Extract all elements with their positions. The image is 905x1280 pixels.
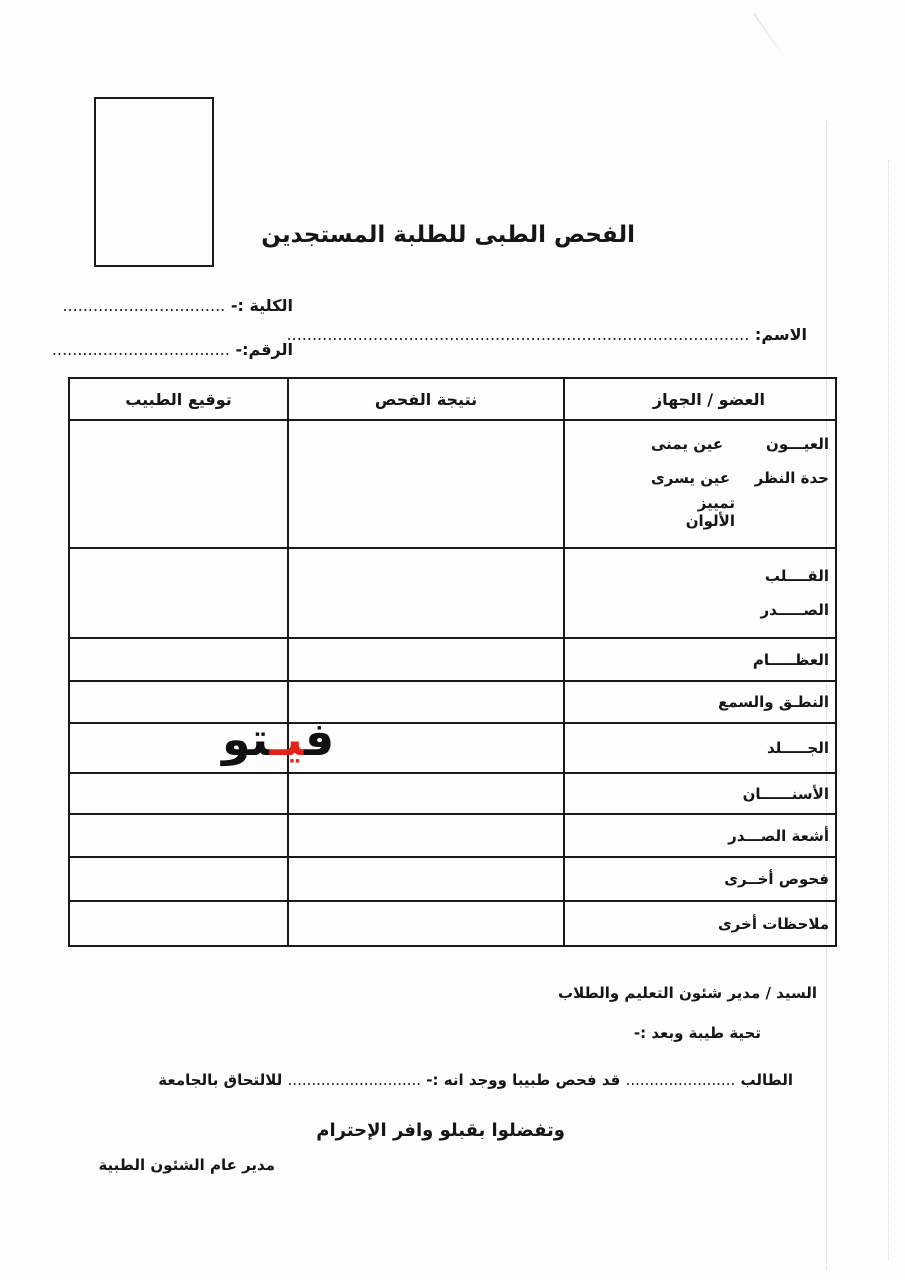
table-row-other-exams — [69, 857, 836, 901]
result-dots[interactable]: ............................ — [287, 1071, 422, 1089]
watermark-part3: تو — [222, 712, 270, 766]
table-row-bones — [69, 638, 836, 681]
result-cell-xray[interactable] — [288, 814, 564, 857]
organ-other-notes: ملاحظات أخرى — [564, 901, 836, 946]
signature-cell-other-exams[interactable] — [69, 857, 288, 901]
table-row-skin — [69, 723, 836, 773]
letter-signature: مدير عام الشئون الطبية — [98, 1156, 275, 1174]
student-label: الطالب — [740, 1071, 793, 1089]
college-label: الكلية :- — [230, 296, 293, 315]
exam-table — [68, 377, 837, 947]
header-organ: العضو / الجهاز — [564, 378, 836, 420]
organ-other-exams: فحوص أخــرى — [564, 857, 836, 901]
name-field[interactable] — [287, 325, 807, 344]
signature-cell-heart-chest[interactable] — [69, 548, 288, 638]
eyes-label: العيـــون — [766, 435, 829, 453]
table-row-speech — [69, 681, 836, 723]
header-result: نتيجة الفحص — [288, 378, 564, 420]
result-cell-other-notes[interactable] — [288, 901, 564, 946]
signature-cell-xray[interactable] — [69, 814, 288, 857]
left-eye-label: عين يسرى — [651, 469, 731, 487]
header-signature: توقيع الطبيب — [69, 378, 288, 420]
photo-box[interactable] — [94, 97, 214, 267]
letter-greeting: تحية طيبة وبعد :- — [633, 1024, 761, 1042]
scan-edge — [753, 13, 789, 63]
result-cell-other-exams[interactable] — [288, 857, 564, 901]
table-row-other-notes — [69, 901, 836, 946]
result-cell-heart-chest[interactable] — [288, 548, 564, 638]
letter-address: السيد / مدير شئون التعليم والطلاب — [558, 984, 817, 1002]
table-row-xray — [69, 814, 836, 857]
table-row-eyes — [69, 420, 836, 548]
college-dots[interactable]: ................................ — [62, 296, 226, 315]
organ-bones: العظـــــام — [564, 638, 836, 681]
college-field[interactable] — [63, 296, 294, 315]
acuity-label: حدة النظر — [754, 469, 829, 487]
organ-xray: أشعة الصـــدر — [564, 814, 836, 857]
organ-teeth: الأسنــــــان — [564, 773, 836, 814]
result-cell-bones[interactable] — [288, 638, 564, 681]
organ-eyes — [564, 420, 836, 548]
site-watermark-logo — [222, 712, 334, 766]
signature-cell-bones[interactable] — [69, 638, 288, 681]
color-vision-label: تمييز الألوان — [685, 494, 735, 530]
scan-artifact — [888, 160, 890, 1260]
signature-cell-eyes[interactable] — [69, 420, 288, 548]
form-title: الفحص الطبى للطلبة المستجدين — [261, 222, 635, 248]
result-cell-teeth[interactable] — [288, 773, 564, 814]
watermark-part2: يـ — [269, 712, 305, 766]
organ-heart-chest — [564, 548, 836, 638]
watermark-part1: ف — [304, 712, 335, 766]
name-dots[interactable]: ........................................................................................... — [286, 325, 750, 344]
organ-speech: النطـق والسمع — [564, 681, 836, 723]
right-eye-label: عين يمنى — [651, 435, 724, 453]
student-end: للالتحاق بالجامعة — [158, 1071, 283, 1089]
table-row-heart-chest — [69, 548, 836, 638]
signature-cell-teeth[interactable] — [69, 773, 288, 814]
letter-closing: وتفضلوا بقبلو وافر الإحترام — [316, 1120, 565, 1141]
table-row-teeth — [69, 773, 836, 814]
result-cell-eyes[interactable] — [288, 420, 564, 548]
signature-cell-other-notes[interactable] — [69, 901, 288, 946]
name-label: الاسم: — [754, 325, 807, 344]
student-dots[interactable]: ....................... — [625, 1071, 736, 1089]
chest-label: الصـــــدر — [760, 601, 829, 619]
number-label: الرقم:- — [235, 340, 293, 359]
number-dots[interactable]: ................................... — [51, 340, 230, 359]
number-field[interactable] — [52, 340, 293, 359]
student-mid: قد فحص طبيبا ووجد انه :- — [426, 1071, 621, 1089]
organ-skin: الجـــــلد — [564, 723, 836, 773]
heart-label: القــــلب — [764, 567, 829, 585]
table-header-row — [69, 378, 836, 420]
letter-student-line — [158, 1071, 793, 1089]
